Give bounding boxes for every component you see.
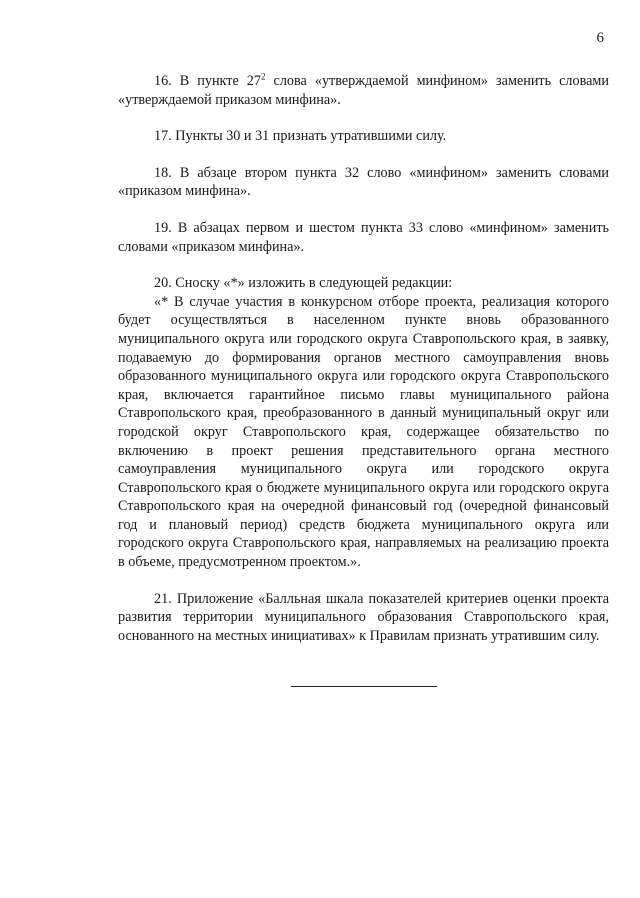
item-17: 17. Пункты 30 и 31 признать утратившими силу. — [154, 128, 447, 145]
item-20-intro: 20. Сноску «*» изложить в следующей редакции: — [154, 275, 453, 292]
end-rule — [291, 686, 437, 687]
item-16 — [118, 72, 609, 109]
document-body — [118, 72, 609, 645]
item-16-start: 16. В пункте 27 — [154, 73, 261, 89]
item-21: 21. Приложение «Балльная шкала показателей критериев оценки проекта развития территории муниципального образования Ставропольского края, основанного на местных инициативах» к Правилам признать утратившим силу. — [118, 590, 609, 644]
item-18: 18. В абзаце втором пункта 32 слово «минфином» заменить словами «приказом минфина». — [118, 164, 609, 200]
item-19: 19. В абзацах первом и шестом пункта 33 слово «минфином» заменить словами «приказом минфина». — [118, 219, 609, 255]
item-16-superscript: 2 — [261, 71, 266, 82]
page-number: 6 — [596, 30, 604, 46]
item-16-end: слова «утверждаемой минфином» заменить словами «утверждаемой приказом минфина». — [118, 73, 609, 108]
item-20-footnote-text: «* В случае участия в конкурсном отборе проекта, реализация которого будет осуществляться в населенном пункте вновь образованного муниципального округа или городского округа Ставропольского края, в заявку, подаваемую до формирования органов местного самоуправления вновь образованного муниципального округа или городского округа Ставропольского края, включается гарантийное письмо главы муниципального района Ставропольского края, преобразованного в данный муниципальный округ или городской округ Ставропольского края, содержащее обязательство по включению в проект решения представительного органа местного самоуправления муниципального округа или городского округа Ставропольского края о бюджете муниципального округа или городского округа Ставропольского края на очередной финансовый год (очередной финансовый год и плановый период) средств бюджета муниципального округа или городского округа Ставропольского края, направляемых на реализацию проекта в объеме, предусмотренном проектом.». — [118, 293, 609, 571]
